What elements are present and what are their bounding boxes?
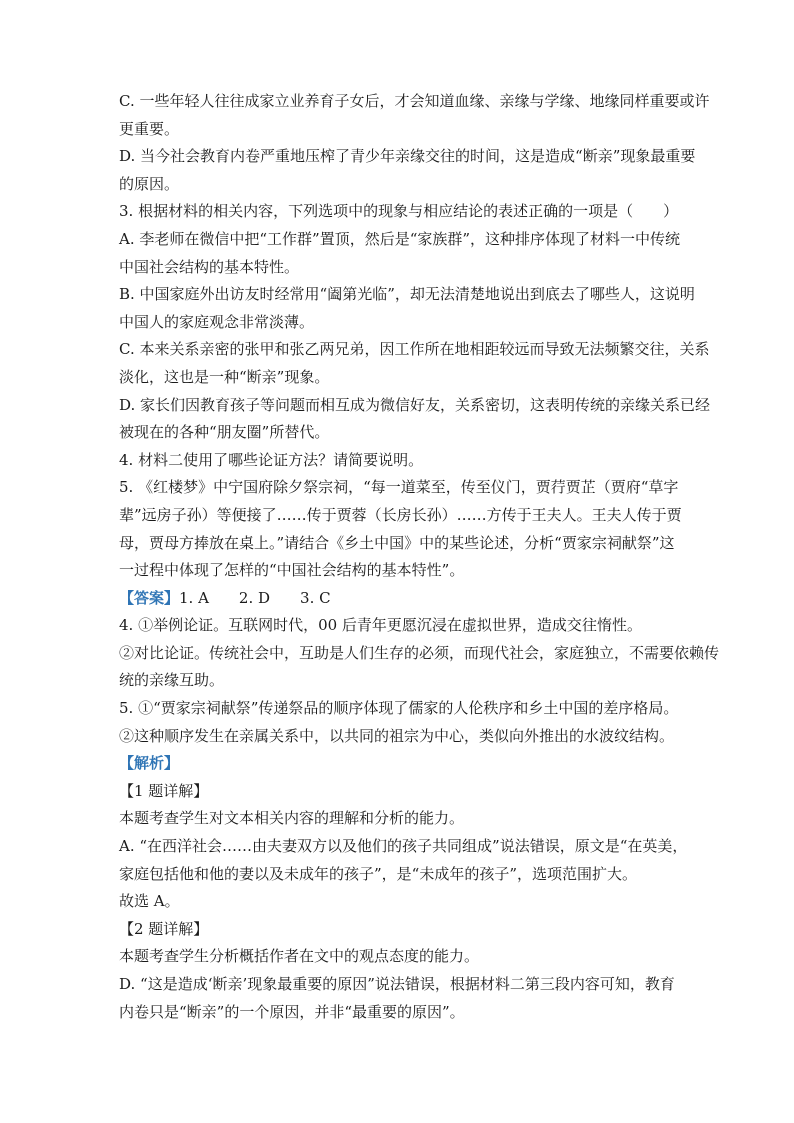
- question-3: 3. 根据材料的相关内容，下列选项中的现象与相应结论的表述正确的一项是（ ）: [119, 202, 679, 221]
- text-line: 中国人的家庭观念非常淡薄。: [119, 312, 315, 331]
- analysis-line: D. “这是造成‘断亲’现象最重要的原因”说法错误，根据材料二第三段内容可知，教育: [119, 975, 675, 993]
- analysis-line: 本题考查学生对文本相关内容的理解和分析的能力。: [119, 809, 465, 828]
- text-line: C. 一些年轻人往往成家立业养育子女后，才会知道血缘、亲缘与学缘、地缘同样重要或许: [119, 92, 710, 110]
- answer-line: 统的亲缘互助。: [119, 671, 225, 690]
- question-5: 5. 《红楼梦》中宁国府除夕祭宗祠，“每一道菜至，传至仪门，贾荇贾芷（贾府“草字: [119, 478, 679, 497]
- q1-heading: 【1 题详解】: [119, 781, 209, 800]
- document-page: [119, 88, 720, 1026]
- text-line: 辈”远房子孙）等便接了……传于贾蓉（长房长孙）……方传于王夫人。王夫人传于贾: [119, 505, 682, 524]
- answer-choices: 1. A 2. D 3. C: [179, 588, 331, 607]
- analysis-line: 本题考查学生分析概括作者在文中的观点态度的能力。: [119, 947, 480, 966]
- text-line: 被现在的各种“朋友圈”所替代。: [119, 423, 330, 442]
- text-line: B. 中国家庭外出访友时经常用“阖第光临”，却无法清楚地说出到底去了哪些人，这说明: [119, 285, 695, 304]
- analysis-tag: 【解析】: [119, 754, 180, 773]
- text-line: 的原因。: [119, 174, 180, 193]
- text-line: 更重要。: [119, 119, 180, 138]
- text-line: A. 李老师在微信中把“工作群”置顶，然后是“家族群”，这种排序体现了材料一中传统: [119, 229, 681, 248]
- q2-heading: 【2 题详解】: [119, 919, 209, 938]
- question-4: 4. 材料二使用了哪些论证方法？请简要说明。: [119, 450, 424, 469]
- analysis-line: 故选 A。: [119, 892, 180, 911]
- answer-line: ②对比论证。传统社会中，互助是人们生存的必须，而现代社会，家庭独立，不需要依赖传: [119, 643, 720, 662]
- analysis-line: A. “在西洋社会……由夫妻双方以及他们的孩子共同组成”说法错误，原文是“在英美，: [119, 837, 688, 856]
- answer-row: [119, 585, 679, 613]
- analysis-line: 内卷只是“断亲”的一个原因，并非“最重要的原因”。: [119, 1002, 465, 1021]
- answer-line: ②这种顺序发生在亲属关系中，以共同的祖宗为中心，类似向外推出的水波纹结构。: [119, 726, 675, 745]
- text-line: D. 家长们因教育孩子等问题而相互成为微信好友，关系密切，这表明传统的亲缘关系已经: [119, 395, 711, 414]
- answer-line: 5. ①“贾家宗祠献祭”传递祭品的顺序体现了儒家的人伦秩序和乡土中国的差序格局。: [119, 699, 679, 718]
- answer-tag: 【答案】: [119, 588, 180, 607]
- text-line: D. 当今社会教育内卷严重地压榨了青少年亲缘交往的时间，这是造成“断亲”现象最重要: [119, 147, 696, 166]
- analysis-line: 家庭包括他和他的妻以及未成年的孩子”，是“未成年的孩子”，选项范围扩大。: [119, 864, 638, 883]
- text-line: 一过程中体现了怎样的“中国社会结构的基本特性”。: [119, 561, 465, 580]
- text-line: 中国社会结构的基本特性。: [119, 257, 300, 276]
- answer-line: 4. ①举例论证。互联网时代，00 后青年更愿沉浸在虚拟世界，造成交往惰性。: [119, 616, 642, 635]
- text-line: 母，贾母方捧放在桌上。”请结合《乡土中国》中的某些论述，分析“贾家宗祠献祭”这: [119, 533, 675, 552]
- text-line: C. 本来关系亲密的张甲和张乙两兄弟，因工作所在地相距较远而导致无法频繁交往，关系: [119, 340, 710, 359]
- text-line: 淡化，这也是一种“断亲”现象。: [119, 367, 330, 386]
